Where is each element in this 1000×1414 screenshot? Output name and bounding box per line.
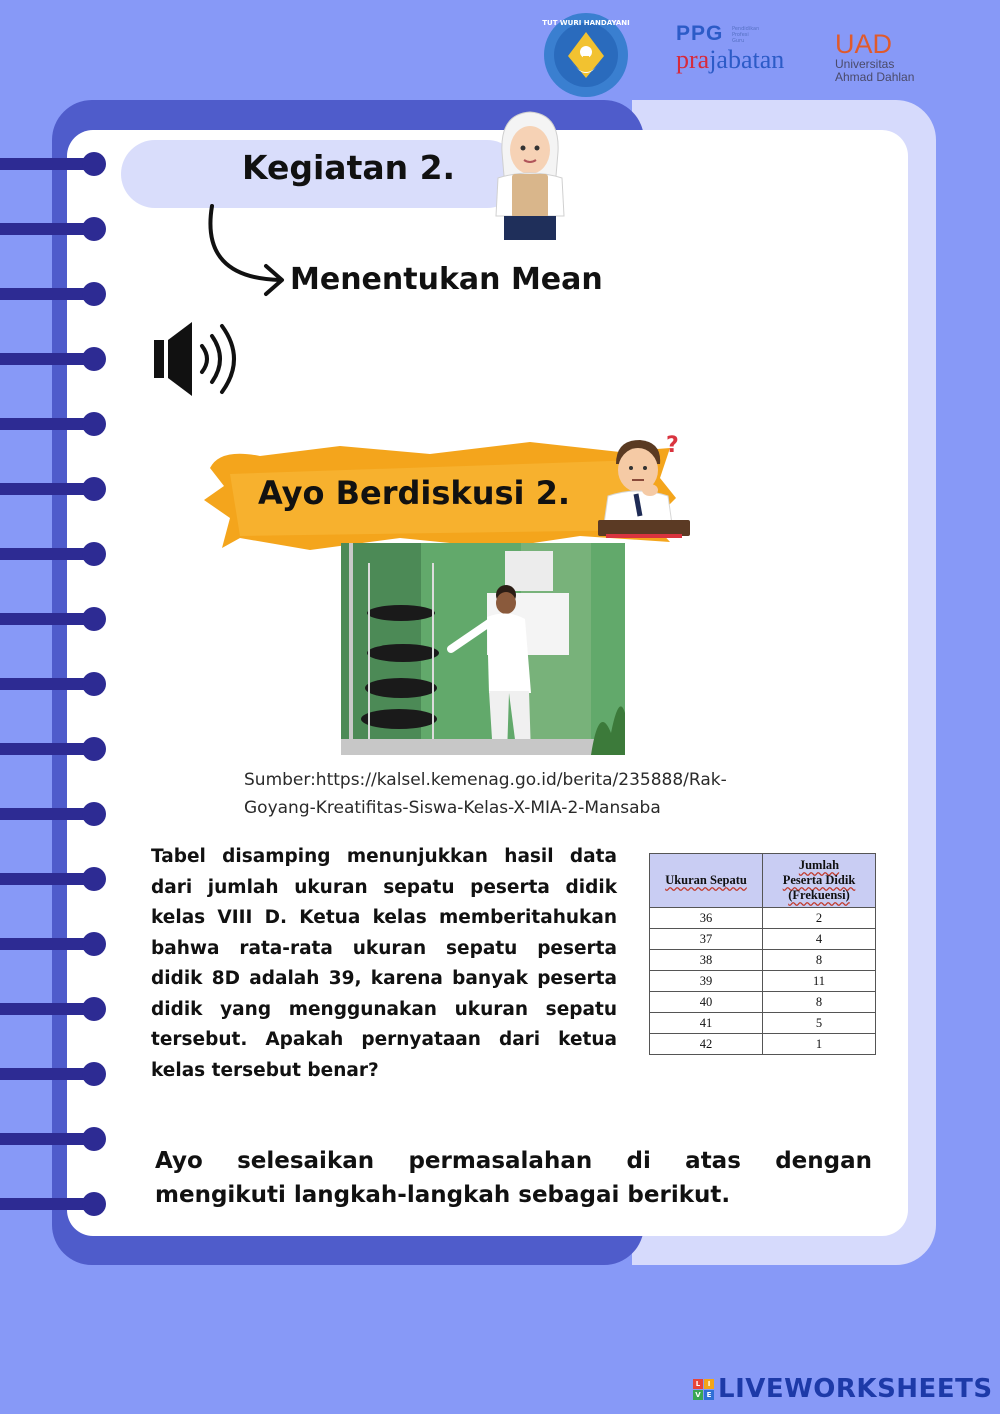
table-row xyxy=(650,950,876,971)
spiral-ring xyxy=(0,938,92,950)
table-cell-frequency: 5 xyxy=(763,1013,876,1034)
discussion-title: Ayo Berdiskusi 2. xyxy=(258,474,571,512)
image-source-caption xyxy=(244,766,864,822)
source-line-2: Goyang-Kreatifitas-Siswa-Kelas-X-MIA-2-Mansaba xyxy=(244,798,661,818)
table-cell-size: 39 xyxy=(650,971,763,992)
table-cell-size: 38 xyxy=(650,950,763,971)
speaker-audio-icon[interactable] xyxy=(150,318,250,400)
uad-abbr: UAD xyxy=(835,29,893,59)
spiral-ring xyxy=(0,873,92,885)
ppg-tiny-label: Pendidikan Profesi Guru xyxy=(732,26,760,44)
closing-instruction: Ayo selesaikan permasalahan di atas dengan mengikuti langkah-langkah sebagai berikut. xyxy=(155,1148,872,1208)
spiral-ring xyxy=(0,808,92,820)
table-header-row xyxy=(650,854,876,908)
table-row xyxy=(650,992,876,1013)
spiral-ring xyxy=(0,158,92,170)
table-row xyxy=(650,908,876,929)
table-cell-frequency: 11 xyxy=(763,971,876,992)
spiral-ring xyxy=(0,1133,92,1145)
spiral-ring xyxy=(0,548,92,560)
activity-subtitle: Menentukan Mean xyxy=(290,262,603,297)
student-girl-illustration xyxy=(490,106,570,240)
table-cell-size: 40 xyxy=(650,992,763,1013)
uad-name-line1: Universitas xyxy=(835,57,895,71)
table-cell-size: 36 xyxy=(650,908,763,929)
uad-logo xyxy=(835,30,914,84)
table-cell-size: 41 xyxy=(650,1013,763,1034)
table-cell-frequency: 2 xyxy=(763,908,876,929)
table-cell-size: 42 xyxy=(650,1034,763,1055)
table-cell-frequency: 1 xyxy=(763,1034,876,1055)
table-cell-frequency: 8 xyxy=(763,950,876,971)
ppg-prajabatan-logo xyxy=(676,22,784,74)
source-line-1: Sumber:https://kalsel.kemenag.go.id/berita/235888/Rak- xyxy=(244,770,727,790)
problem-paragraph: Tabel disamping menunjukkan hasil data dari jumlah ukuran sepatu peserta didik kelas VIII D. Ketua kelas memberitahukan bahwa rata-rata ukuran sepatu peserta didik 8D adalah 39, karena banyak peserta didik yang menggunakan ukuran sepatu tersebut. Apakah pernyataan dari ketua kelas tersebut benar? xyxy=(151,846,617,1081)
table-header-frequency: Jumlah Peserta Didik (Frekuensi) xyxy=(763,854,876,908)
spiral-ring xyxy=(0,353,92,365)
spiral-ring xyxy=(0,1068,92,1080)
spiral-ring xyxy=(0,678,92,690)
ppg-label: PPG xyxy=(676,22,724,45)
liveworksheets-logo[interactable] xyxy=(693,1374,993,1404)
uad-name-line2: Ahmad Dahlan xyxy=(835,70,915,84)
table-cell-frequency: 4 xyxy=(763,929,876,950)
spiral-ring xyxy=(0,1198,92,1210)
spiral-ring xyxy=(0,613,92,625)
table-row xyxy=(650,929,876,950)
spiral-ring xyxy=(0,418,92,430)
spiral-ring xyxy=(0,743,92,755)
spiral-ring xyxy=(0,1003,92,1015)
table-row xyxy=(650,971,876,992)
svg-text:TUT WURI HANDAYANI: TUT WURI HANDAYANI xyxy=(542,19,630,27)
table-cell-frequency: 8 xyxy=(763,992,876,1013)
spiral-ring xyxy=(0,223,92,235)
table-header-shoe-size: Ukuran Sepatu xyxy=(650,854,763,908)
table-row xyxy=(650,1013,876,1034)
spiral-ring xyxy=(0,483,92,495)
table-cell-size: 37 xyxy=(650,929,763,950)
shoe-size-frequency-table xyxy=(649,853,876,1055)
activity-title: Kegiatan 2. xyxy=(242,148,456,187)
liveworksheets-brand: LIVEWORKSHEETS xyxy=(718,1374,993,1404)
svg-text:?: ? xyxy=(666,433,679,458)
thinking-boy-illustration xyxy=(596,430,692,542)
liveworksheets-icon: L I V E xyxy=(693,1379,714,1400)
prajabatan-label: prajabatan xyxy=(676,45,785,74)
shoe-rack-photo xyxy=(341,543,625,755)
table-row xyxy=(650,1034,876,1055)
tut-wuri-handayani-logo xyxy=(542,12,630,98)
spiral-ring xyxy=(0,288,92,300)
